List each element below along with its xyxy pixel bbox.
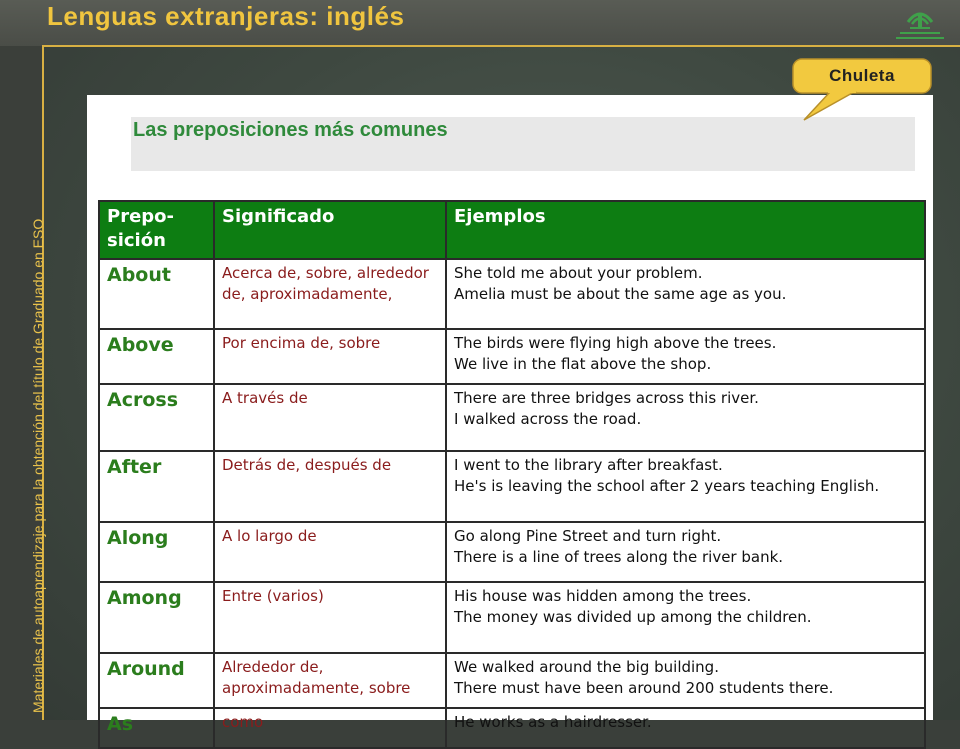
meaning-cell: Alrededor de, aproximadamente, sobre [214,653,446,708]
meaning-cell: Detrás de, después de [214,451,446,522]
page-title: Lenguas extranjeras: inglés [47,1,405,31]
table-row [99,384,925,451]
example-sentence: He's is leaving the school after 2 years teaching English. [454,477,880,495]
meaning-cell: como [214,708,446,748]
example-sentence: The money was divided up among the children. [454,608,812,626]
table-header-row [99,201,925,259]
worksheet-heading: Las preposiciones más comunes [133,119,448,141]
callout-label: Chuleta [829,66,895,85]
meaning-cell: A lo largo de [214,522,446,582]
meaning-cell: Acerca de, sobre, alrededor de, aproximadamente, [214,259,446,329]
meaning-cell: A través de [214,384,446,451]
table-row [99,451,925,522]
side-caption: Materiales de autoaprendizaje para la obtención del título de Graduado en ESO [30,218,46,713]
examples-cell [446,259,925,329]
example-sentence: I walked across the road. [454,410,642,428]
meaning-cell: Por encima de, sobre [214,329,446,384]
table-row [99,522,925,582]
header-divider [42,45,960,47]
examples-cell [446,329,925,384]
prepositions-table [98,200,926,749]
example-sentence: We walked around the big building. [454,658,719,676]
column-header-meaning: Significado [214,201,446,259]
example-sentence: There are three bridges across this river. [454,389,759,407]
table-row [99,708,925,748]
example-sentence: He works as a hairdresser. [454,713,652,731]
preposition-cell: Around [99,653,214,708]
examples-cell [446,522,925,582]
example-sentence: I went to the library after breakfast. [454,456,723,474]
example-sentence: She told me about your problem. [454,264,703,282]
examples-cell [446,708,925,748]
table-row [99,259,925,329]
meaning-cell: Entre (varios) [214,582,446,653]
table-row [99,329,925,384]
examples-cell [446,582,925,653]
preposition-cell: Above [99,329,214,384]
table-row [99,653,925,708]
preposition-cell: Among [99,582,214,653]
junta-andalucia-logo-icon [888,2,952,42]
preposition-cell: Across [99,384,214,451]
examples-cell [446,384,925,451]
example-sentence: Go along Pine Street and turn right. [454,527,722,545]
examples-cell [446,653,925,708]
example-sentence: There is a line of trees along the river bank. [454,548,784,566]
example-sentence: There must have been around 200 students there. [454,679,834,697]
column-header-examples: Ejemplos [446,201,925,259]
column-header-preposition: Prepo- sición [99,201,214,259]
preposition-cell: After [99,451,214,522]
example-sentence: The birds were flying high above the trees. [454,334,777,352]
preposition-cell: Along [99,522,214,582]
table-row [99,582,925,653]
preposition-cell: About [99,259,214,329]
example-sentence: Amelia must be about the same age as you. [454,285,787,303]
example-sentence: His house was hidden among the trees. [454,587,752,605]
preposition-cell: As [99,708,214,748]
examples-cell [446,451,925,522]
example-sentence: We live in the flat above the shop. [454,355,712,373]
